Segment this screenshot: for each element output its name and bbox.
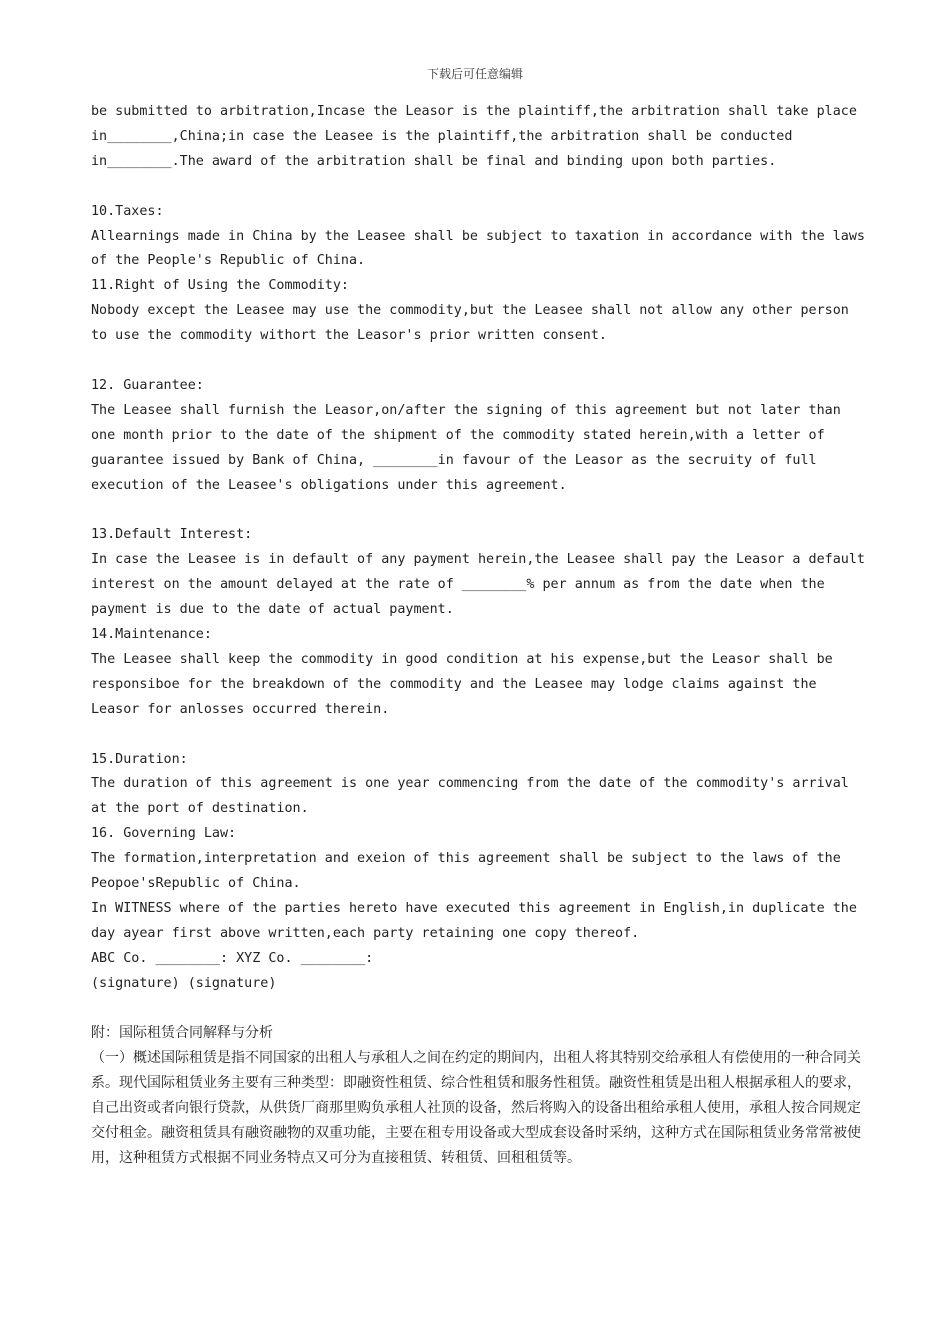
text-line: payment is due to the date of actual payment. xyxy=(91,602,454,618)
appendix-section xyxy=(91,1021,871,1171)
section-heading: 12. Guarantee: xyxy=(91,377,204,393)
text-line: to use the commodity withort the Leasor's prior written consent. xyxy=(91,328,607,344)
text-line: Allearnings made in China by the Leasee shall be subject to taxation in accordance with the laws xyxy=(91,228,865,244)
text-line: The duration of this agreement is one year commencing from the date of the commodity's arrival xyxy=(91,776,849,792)
text-line: day ayear first above written,each party retaining one copy thereof. xyxy=(91,925,640,941)
section-heading: 11.Right of Using the Commodity: xyxy=(91,278,349,294)
signature-line: (signature) (signature) xyxy=(91,975,277,991)
section-heading: 14.Maintenance: xyxy=(91,626,212,642)
text-line: one month prior to the date of the shipment of the commodity stated herein,with a letter of xyxy=(91,427,825,443)
text-line: guarantee issued by Bank of China, ________in favour of the Leasor as the secruity of full xyxy=(91,452,817,468)
text-line: Nobody except the Leasee may use the commodity,but the Leasee shall not allow any other person xyxy=(91,303,849,319)
signature-parties-line: ABC Co. ________: XYZ Co. ________: xyxy=(91,950,374,966)
page-header: 下载后可任意编辑 xyxy=(426,67,523,81)
default-interest-section xyxy=(91,523,871,623)
text-line: Peopoe'sRepublic of China. xyxy=(91,876,301,892)
text-line: In WITNESS where of the parties hereto have executed this agreement in English,in duplicate the xyxy=(91,900,857,916)
arbitration-section xyxy=(91,100,871,175)
text-line: at the port of destination. xyxy=(91,801,309,817)
taxes-section xyxy=(91,200,871,275)
duration-section xyxy=(91,748,871,823)
text-line: in________.The award of the arbitration shall be final and binding upon both parties. xyxy=(91,153,777,169)
section-heading: 13.Default Interest: xyxy=(91,527,253,543)
text-line: of the People's Republic of China. xyxy=(91,253,366,269)
appendix-paragraph: （一）概述国际租赁是指不同国家的出租人与承租人之间在约定的期间内，出租人将其特别交给承租人有偿使用的一种合同关系。现代国际租赁业务主要有三种类型：即融资性租赁、综合性租赁和服务性租赁。融资性租赁是出租人根据承租人的要求，自己出资或者向银行贷款，从供货厂商那里购负承租人社顶的设备，然后将购入的设备出租给承租人使用，承租人按合同规定交付租金。融资租赁具有融资融物的双重功能，主要在租专用设备或大型成套设备时采纳，这种方式在国际租赁业务常常被使用，这种租赁方式根据不同业务特点又可分为直接租赁、转租赁、回租租赁等。 xyxy=(91,1050,861,1167)
text-line: execution of the Leasee's obligations under this agreement. xyxy=(91,477,567,493)
spacer xyxy=(91,349,871,374)
section-heading: 10.Taxes: xyxy=(91,203,164,219)
text-line: In case the Leasee is in default of any payment herein,the Leasee shall pay the Leasor a default xyxy=(91,552,865,568)
text-line: The formation,interpretation and exeion of this agreement shall be subject to the laws of the xyxy=(91,851,841,867)
right-of-use-section xyxy=(91,274,871,349)
spacer xyxy=(91,175,871,200)
spacer xyxy=(91,723,871,748)
appendix-title: 附：国际租赁合同解释与分析 xyxy=(91,1025,273,1042)
guarantee-section xyxy=(91,374,871,499)
text-line: be submitted to arbitration,Incase the Leasor is the plaintiff,the arbitration shall take place xyxy=(91,104,857,119)
governing-law-section xyxy=(91,822,871,996)
text-line: interest on the amount delayed at the rate of ________% per annum as from the date when the xyxy=(91,577,825,593)
section-heading: 16. Governing Law: xyxy=(91,826,237,842)
document-body xyxy=(91,100,871,1171)
text-line: The Leasee shall keep the commodity in good condition at his expense,but the Leasor shall be xyxy=(91,651,833,667)
text-line: The Leasee shall furnish the Leasor,on/after the signing of this agreement but not later than xyxy=(91,402,841,418)
maintenance-section xyxy=(91,623,871,723)
spacer xyxy=(91,997,871,1022)
text-line: Leasor for anlosses occurred therein. xyxy=(91,701,390,717)
text-line: responsiboe for the breakdown of the commodity and the Leasee may lodge claims against the xyxy=(91,676,817,692)
text-line: in________,China;in case the Leasee is the plaintiff,the arbitration shall be conducted xyxy=(91,128,793,144)
section-heading: 15.Duration: xyxy=(91,751,188,767)
spacer xyxy=(91,498,871,523)
